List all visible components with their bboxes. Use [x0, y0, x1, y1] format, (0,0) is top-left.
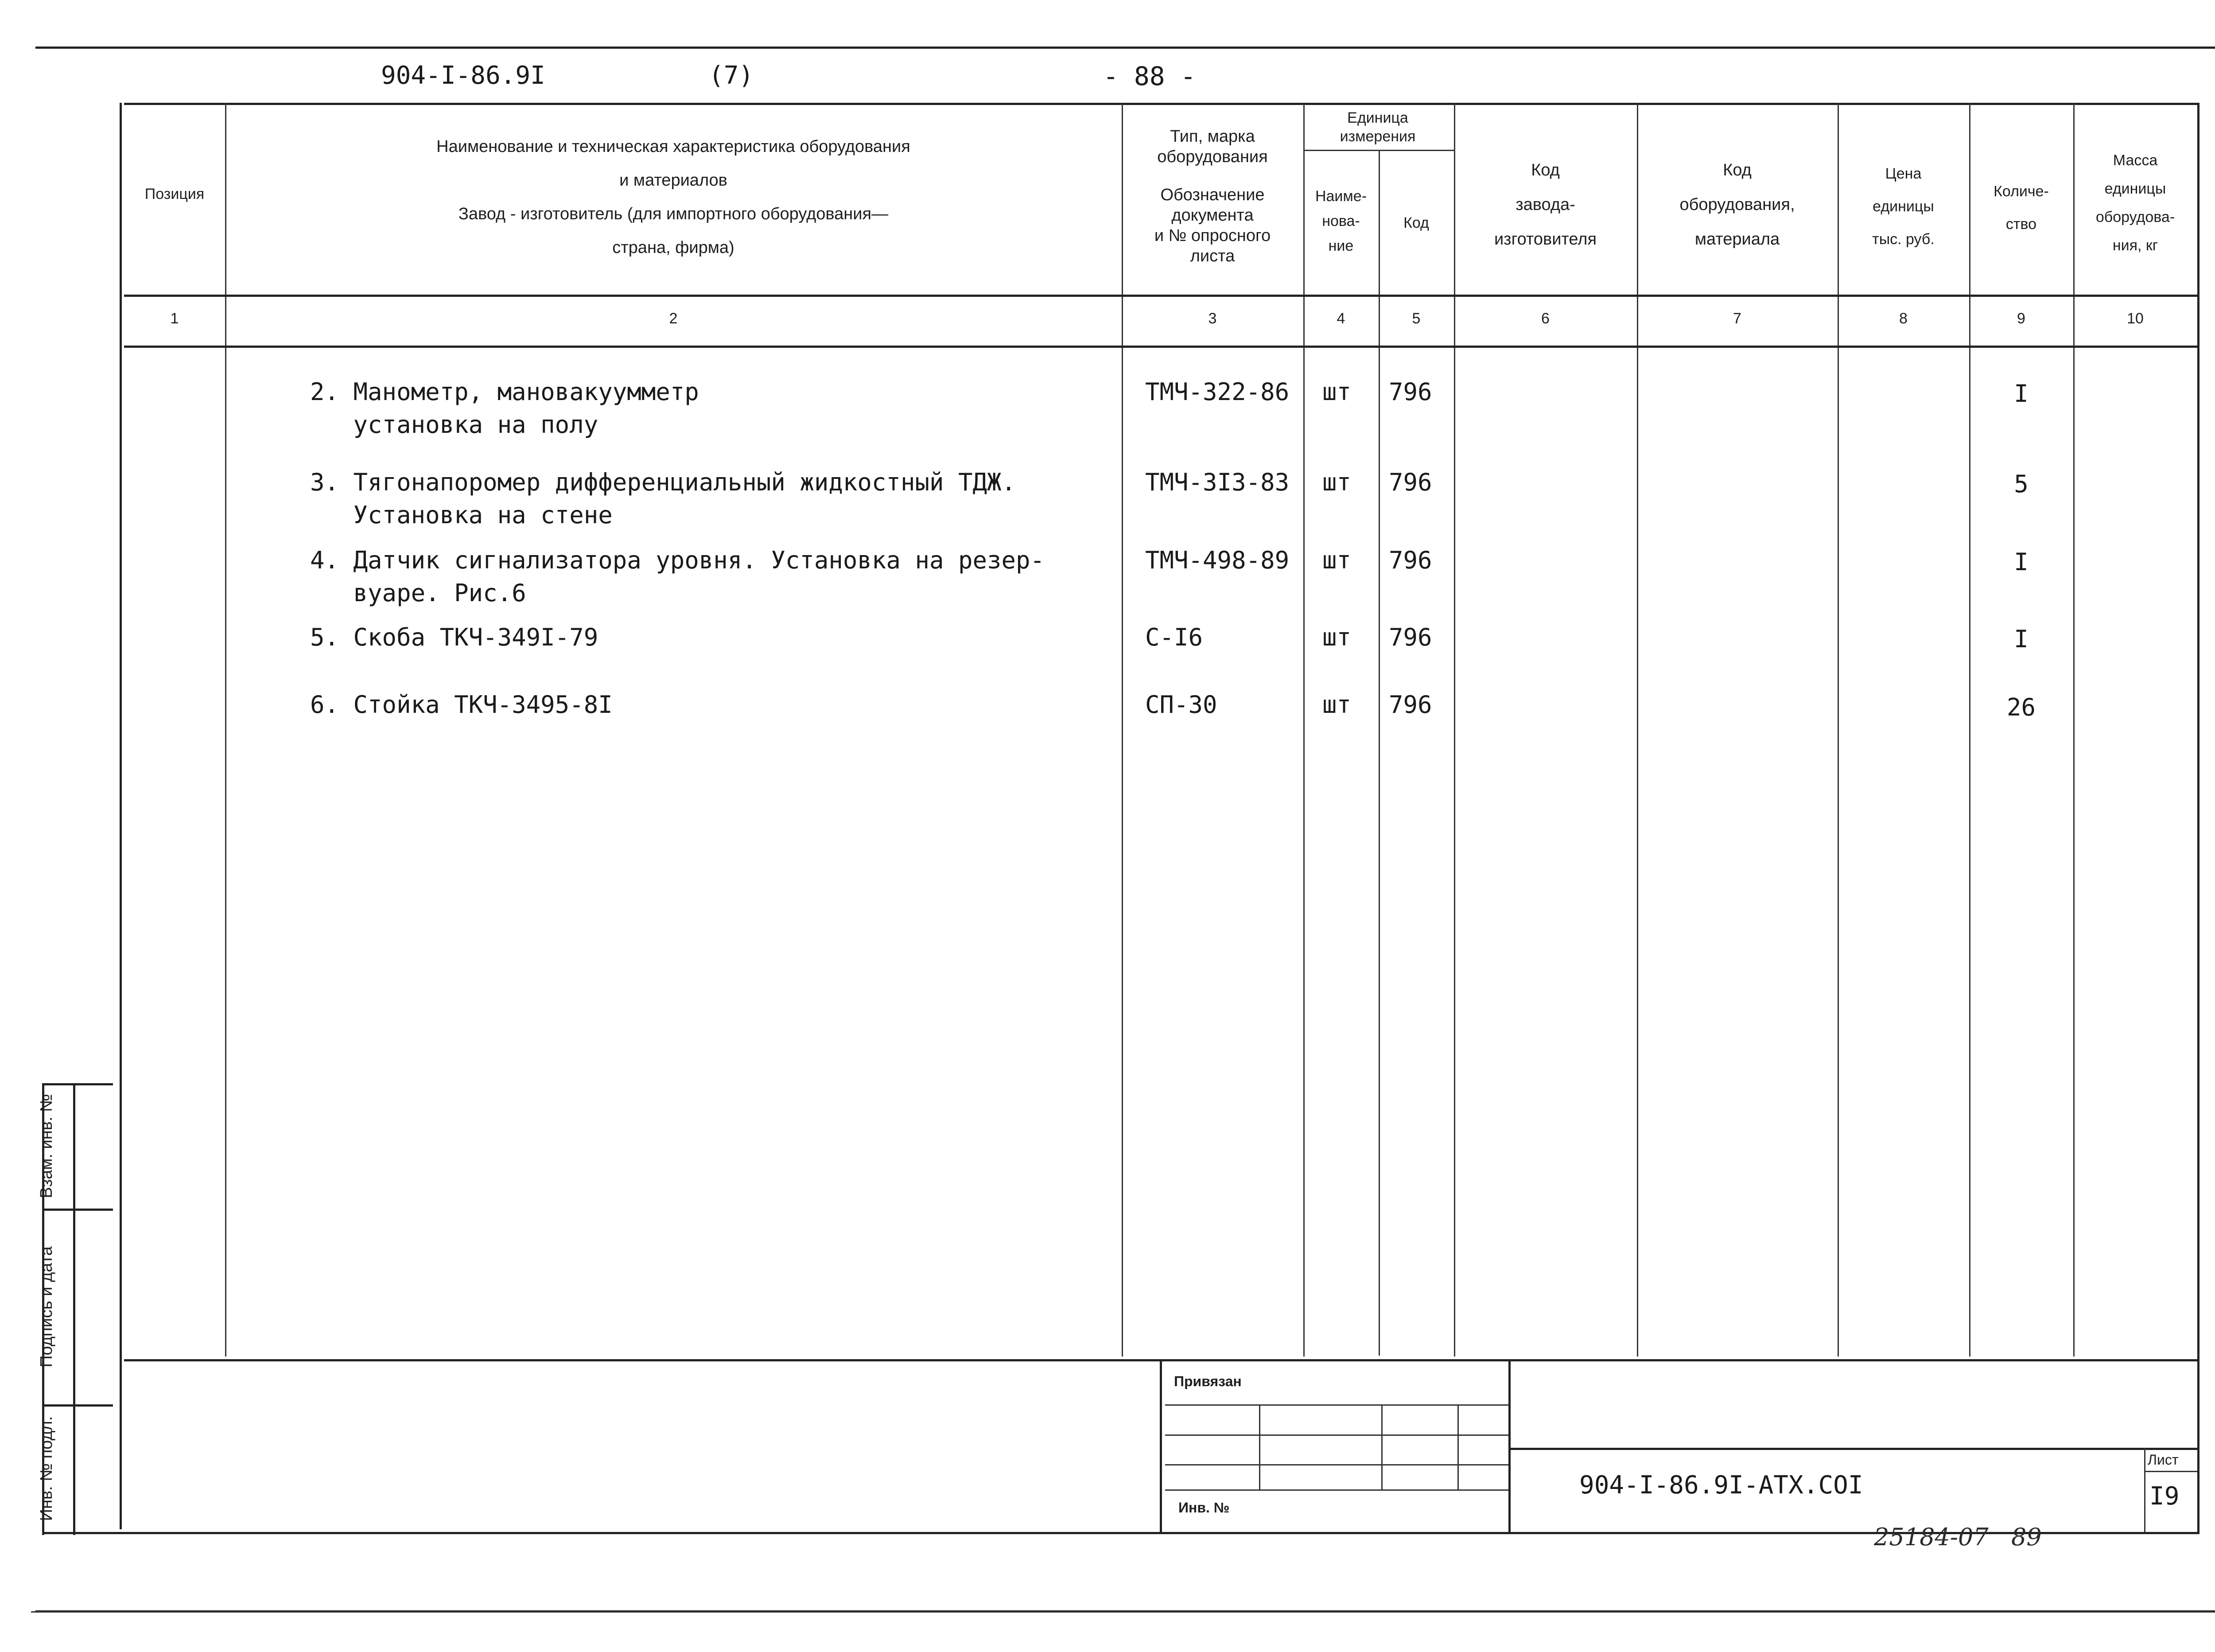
- row5-qty: 26: [2006, 693, 2036, 721]
- stamp-col-line-3: [1457, 1404, 1459, 1489]
- col-sep-1: [225, 103, 226, 1357]
- unit-group-line: [1303, 150, 1454, 151]
- row1-type: ТМЧ-322-86: [1145, 378, 1290, 406]
- col-sep-4: [1379, 151, 1380, 1356]
- designation-top-line: [1508, 1448, 2197, 1450]
- colnum-7: 7: [1733, 310, 1741, 327]
- col8-title-line2: единицы: [1873, 198, 1934, 215]
- col7-title-line3: материала: [1694, 230, 1780, 249]
- col10-title-line3: оборудова-: [2095, 209, 2175, 225]
- sheet-box-left: [2144, 1448, 2145, 1532]
- row5-unit-code: 796: [1389, 691, 1432, 719]
- col6-title: [1454, 153, 1637, 257]
- col7-title: [1637, 153, 1838, 257]
- bottom-scan-line: [31, 1611, 2215, 1613]
- row3-qty: I: [2014, 548, 2028, 576]
- row2-unit: шт: [1322, 468, 1352, 496]
- unit-group-title: Единица измерения: [1340, 109, 1416, 145]
- row4-name-line1: 5. Скоба ТКЧ-349I-79: [310, 623, 598, 651]
- stamp-inv-label: Инв. №: [1178, 1500, 1230, 1516]
- table-top-border: [124, 103, 2197, 105]
- col6-title-line3: изготовителя: [1494, 230, 1597, 249]
- row1-unit: шт: [1322, 378, 1352, 406]
- col3-title-line5: и № опросного: [1154, 226, 1271, 245]
- side-vzam-inv: Взам. инв. №: [37, 1094, 56, 1198]
- col10-title-line1: Масса: [2113, 152, 2158, 169]
- header-page-number: - 88 -: [1103, 61, 1196, 91]
- colnum-bottom-line: [124, 346, 2197, 348]
- colnum-6: 6: [1541, 310, 1550, 327]
- row3-name-line2: вуаре. Рис.6: [310, 579, 526, 607]
- stamp-sheet-label: Лист: [2148, 1452, 2179, 1468]
- row4-qty: I: [2014, 625, 2028, 653]
- header-sheet-ref: (7): [709, 61, 754, 90]
- row4-unit-code: 796: [1389, 623, 1432, 651]
- colnum-1: 1: [170, 310, 179, 327]
- colnum-10: 10: [2127, 310, 2144, 327]
- row1-qty: I: [2014, 380, 2028, 408]
- col-sep-7: [1838, 103, 1839, 1357]
- col7-title-line2: оборудования,: [1679, 195, 1795, 214]
- colnum-8: 8: [1899, 310, 1908, 327]
- col-sep-5: [1454, 103, 1455, 1357]
- header-bottom-line: [124, 295, 2197, 297]
- top-border: [35, 47, 2215, 49]
- side-stamp-bottom: [42, 1532, 113, 1534]
- col3-title-line3: Обозначение: [1160, 186, 1265, 204]
- stamp-privyazan-label: Привязан: [1174, 1373, 1242, 1389]
- row2-unit-code: 796: [1389, 468, 1432, 496]
- row5-name-line1: 6. Стойка ТКЧ-3495-8I: [310, 691, 613, 719]
- sheet-box-divider: [2144, 1471, 2197, 1472]
- stamp-row-line-4: [1165, 1489, 1508, 1491]
- side-podpis-data: Подпись и дата: [37, 1246, 56, 1368]
- row2-qty: 5: [2014, 470, 2028, 498]
- row2-name-line2: Установка на стене: [310, 501, 613, 529]
- col2-title-line3: Завод - изготовитель (для импортного оборудования—: [458, 205, 889, 223]
- col3-title-line2: оборудования: [1157, 148, 1268, 166]
- stamp-row-line-3: [1165, 1464, 1508, 1465]
- col8-title-line1: Цена: [1885, 165, 1922, 182]
- col-sep-6: [1637, 103, 1638, 1357]
- row3-name-line1: 4. Датчик сигнализатора уровня. Установка на резер-: [310, 546, 1045, 574]
- col-sep-8: [1969, 103, 1970, 1357]
- row1-name-line1: 2. Манометр, мановакуумметр: [310, 378, 699, 406]
- right-frame: [2197, 103, 2199, 1534]
- side-stamp-div2: [42, 1404, 113, 1407]
- stamp-row-line-1: [1165, 1404, 1508, 1406]
- row4-type: С-I6: [1145, 623, 1203, 651]
- col-sep-3: [1303, 103, 1305, 1357]
- col6-title-line2: завода-: [1516, 195, 1575, 214]
- row2-name-line1: 3. Тягонапоромер дифференциальный жидкостный ТДЖ.: [310, 468, 1016, 496]
- col3-title-line6: листа: [1190, 247, 1235, 265]
- stamp-right-border: [1508, 1359, 1511, 1532]
- row4-unit: шт: [1322, 623, 1352, 651]
- header-doc-code: 904-I-86.9I: [381, 61, 545, 90]
- footer-page-extra: 89: [2011, 1523, 2042, 1551]
- stamp-col-line-1: [1259, 1404, 1260, 1489]
- col5-title: Код: [1403, 214, 1429, 231]
- row5-unit: шт: [1322, 691, 1352, 719]
- col4-title-line1: Наиме-: [1315, 188, 1367, 205]
- row1-name-line2: установка на полу: [310, 411, 598, 439]
- side-stamp-mid: [73, 1083, 75, 1535]
- footer-archive-number: 25184-07: [1874, 1523, 1989, 1551]
- col2-title-line2: и материалов: [619, 171, 727, 190]
- colnum-4: 4: [1337, 310, 1345, 327]
- col2-title-line1: Наименование и техническая характеристика оборудования: [436, 137, 910, 156]
- row3-unit: шт: [1322, 546, 1352, 574]
- col-sep-9: [2073, 103, 2075, 1357]
- colnum-9: 9: [2017, 310, 2025, 327]
- col7-title-line1: Код: [1723, 161, 1752, 179]
- col3-title-line1: Тип, марка: [1170, 127, 1255, 146]
- col9-title-line1: Количе-: [1994, 183, 2049, 200]
- col3-title: [1122, 126, 1303, 266]
- colnum-2: 2: [669, 310, 678, 327]
- col9-title-line2: ство: [2005, 216, 2037, 233]
- row3-unit-code: 796: [1389, 546, 1432, 574]
- col-sep-2: [1122, 103, 1123, 1357]
- stamp-doc-designation: 904-I-86.9I-АТХ.COI: [1579, 1471, 1863, 1500]
- col8-title: [1838, 157, 1969, 256]
- side-inv-podl: Инв. № подл.: [37, 1416, 56, 1521]
- col3-title-line4: документа: [1171, 206, 1254, 225]
- stamp-row-line-2: [1165, 1434, 1508, 1436]
- stamp-sheet-value: I9: [2149, 1482, 2180, 1511]
- colnum-3: 3: [1208, 310, 1217, 327]
- col4-title-line3: ние: [1328, 237, 1354, 254]
- col6-title-line1: Код: [1531, 161, 1560, 179]
- left-frame: [120, 103, 122, 1529]
- colnum-5: 5: [1412, 310, 1421, 327]
- col8-title-line3: тыс. руб.: [1872, 231, 1935, 248]
- row5-type: СП-30: [1145, 691, 1217, 719]
- col4-title-line2: нова-: [1322, 213, 1360, 229]
- col10-title: [2073, 146, 2197, 260]
- col2-title-line4: страна, фирма): [612, 238, 734, 257]
- col9-title: [1969, 175, 2073, 241]
- col4-title: [1303, 184, 1379, 258]
- row1-unit-code: 796: [1389, 378, 1432, 406]
- row2-type: ТМЧ-3I3-83: [1145, 468, 1290, 496]
- stamp-left-border: [1160, 1359, 1162, 1532]
- col1-title: Позиция: [144, 186, 205, 202]
- col2-title: [225, 135, 1122, 259]
- stamp-col-line-2: [1381, 1404, 1383, 1489]
- col10-title-line2: единицы: [2104, 180, 2166, 197]
- row3-type: ТМЧ-498-89: [1145, 546, 1290, 574]
- side-stamp-top: [42, 1083, 113, 1085]
- side-stamp-div1: [42, 1209, 113, 1211]
- col10-title-line4: ния, кг: [2112, 237, 2158, 254]
